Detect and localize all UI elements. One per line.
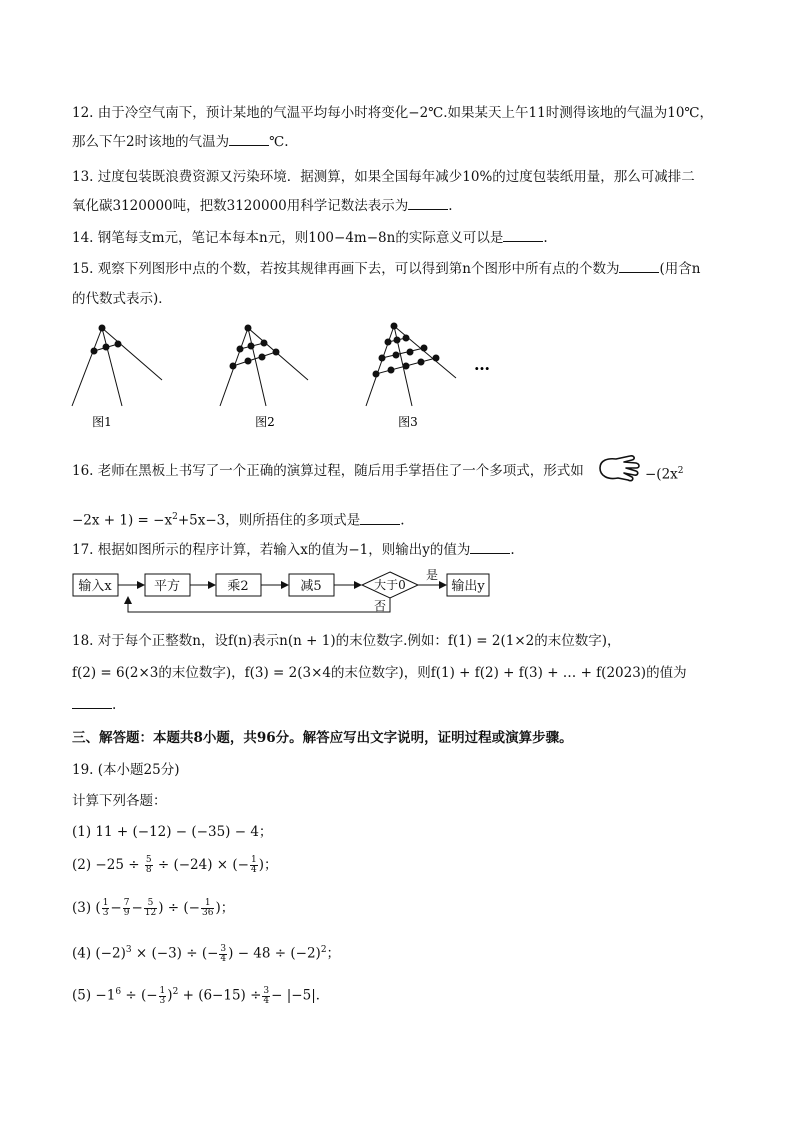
p4-text: ) − 48 ÷ (−2): [228, 945, 321, 962]
denominator: 12: [144, 908, 157, 918]
p5-text: + (6−15) ÷: [178, 987, 262, 1004]
q19-part5: [72, 983, 329, 1006]
p5-text: − |−5|．: [271, 987, 330, 1004]
answer-blank[interactable]: [408, 197, 448, 210]
fraction: [123, 899, 131, 918]
q16-exp: 2: [677, 466, 684, 476]
fraction: [250, 856, 258, 875]
p5-text: ÷ (−: [121, 987, 158, 1004]
q12-line1: 12. 由于冷空气南下，预计某地的气温平均每小时将变化−2℃.如果某天上午11时测得该地的气温为10℃，: [72, 105, 714, 121]
flow-no-label: 否: [373, 599, 387, 613]
flow-mult-label: 乘2: [227, 579, 249, 594]
flow-output-label: 输出y: [451, 579, 485, 594]
numerator: 3: [220, 943, 227, 954]
q19-part1: (1) 11 + (−12) − (−35) − 4；: [72, 824, 273, 840]
q14-end: .: [543, 230, 548, 246]
section-heading: 三、解答题：本题共8小题，共96分。解答应写出文字说明，证明过程或演算步骤。: [72, 730, 573, 746]
q13-end: .: [448, 198, 453, 214]
q12-unit: ℃.: [269, 134, 289, 150]
q15-hint: (用含n: [659, 261, 701, 277]
figure-1-label: 图1: [92, 415, 112, 429]
flow-input-label: 输入x: [78, 579, 112, 594]
q12-text: 那么下午2时该地的气温为: [72, 134, 230, 150]
q18-line1: 18. 对于每个正整数n，设f(n)表示n(n + 1)的末位数字.例如：f(1) = 2(1×2的末位数字)，: [72, 633, 621, 649]
p5-text: ): [167, 987, 173, 1004]
figure-2-label: 图2: [255, 415, 275, 429]
denominator: 36: [201, 908, 214, 918]
q15-figures: [60, 318, 520, 438]
figure-3: [366, 323, 456, 406]
numerator: 1: [250, 855, 257, 865]
p5-text: (5) −1: [72, 987, 116, 1004]
p3-text: −: [131, 900, 143, 916]
q16-line2: [72, 508, 405, 530]
q16-expr: −(2x: [645, 466, 678, 483]
flow-yes-label: 是: [425, 568, 439, 582]
fraction: [159, 987, 167, 1006]
fraction: [102, 899, 110, 918]
answer-blank[interactable]: [619, 260, 659, 273]
q17-text: 17. 根据如图所示的程序计算，若输入x的值为−1，则输出y的值为: [72, 542, 471, 558]
q18-line3: [72, 696, 116, 714]
q13-line2: [72, 197, 453, 215]
p4-text: ；: [326, 945, 341, 962]
denominator: 8: [145, 865, 152, 875]
q16-expr2: −2x + 1) = −x: [72, 512, 173, 529]
answer-blank[interactable]: [470, 541, 510, 554]
denominator: 4: [250, 865, 257, 875]
q19-part4: [72, 941, 340, 964]
q14-line: [72, 229, 548, 247]
figure-1: [72, 325, 162, 406]
p3-text: −: [110, 900, 122, 916]
ellipsis: …: [474, 355, 490, 374]
fraction: [201, 899, 214, 918]
flow-square-label: 平方: [153, 579, 181, 594]
fraction: [144, 899, 157, 918]
p3-text: ) ÷ (−: [158, 900, 200, 916]
p2-text: (2) −25 ÷: [72, 857, 140, 873]
numerator: 1: [102, 898, 109, 908]
q15-line1: [72, 260, 700, 278]
q19-part2: [72, 856, 277, 875]
answer-blank[interactable]: [229, 133, 269, 146]
hand-icon: [596, 450, 642, 486]
exponent: 2: [172, 987, 179, 997]
answer-blank[interactable]: [503, 229, 543, 242]
fraction: [262, 987, 270, 1006]
denominator: 4: [220, 953, 227, 964]
q19-title: 19. (本小题25分): [72, 762, 180, 778]
p2-text: ÷ (−24) × (−: [157, 857, 249, 873]
numerator: 1: [159, 985, 166, 996]
q18-end: .: [112, 697, 117, 713]
q18-line2: f(2) = 6(2×3的末位数字)，f(3) = 2(3×4的末位数字)，则f(1) + f(2) + f(3) + … + f(2023)的值为: [72, 665, 687, 681]
numerator: 7: [123, 898, 130, 908]
q19-intro: 计算下列各题：: [72, 793, 167, 809]
denominator: 9: [123, 908, 130, 918]
answer-blank[interactable]: [72, 696, 112, 709]
fraction: [145, 856, 153, 875]
p3-text: (3) (: [72, 900, 101, 916]
fraction: [219, 945, 227, 964]
q15-text: 15. 观察下列图形中点的个数，若按其规律再画下去，可以得到第n个图形中所有点的个数为: [72, 261, 620, 277]
p3-text: )；: [215, 900, 235, 916]
exponent: 2: [320, 945, 327, 955]
q17-end: .: [510, 542, 515, 558]
flow-minus-label: 减5: [300, 579, 322, 594]
denominator: 3: [102, 908, 109, 918]
q16-line1: [72, 462, 584, 480]
exponent: 6: [115, 987, 122, 997]
numerator: 5: [145, 855, 152, 865]
exponent: 3: [125, 945, 132, 955]
q12-line2: [72, 133, 289, 151]
numerator: 5: [144, 899, 157, 909]
q14-text: 14. 钢笔每支m元，笔记本每本n元，则100−4m−8n的实际意义可以是: [72, 230, 504, 246]
q19-part3: [72, 899, 234, 918]
answer-blank[interactable]: [360, 512, 400, 525]
flow-condition-label: 大于0: [374, 578, 406, 592]
p4-text: × (−3) ÷ (−: [131, 945, 219, 962]
q15-line2: 的代数式表示)．: [72, 291, 172, 307]
numerator: 1: [201, 899, 214, 909]
q17-line: [72, 541, 515, 559]
q16-text2: +5x−3，则所捂住的多项式是: [177, 512, 361, 529]
q13-line1: 13. 过度包装既浪费资源又污染环境．据测算，如果全国每年减少10%的过度包装纸用量，那么可减排二: [72, 169, 695, 185]
denominator: 3: [159, 995, 166, 1006]
figure-2: [220, 325, 308, 406]
p4-text: (4) (−2): [72, 945, 126, 962]
q17-flowchart: [60, 566, 500, 618]
denominator: 4: [263, 995, 270, 1006]
q16-exp2: 2: [172, 512, 178, 522]
q13-text: 氧化碳3120000吨，把数3120000用科学记数法表示为: [72, 198, 409, 214]
p2-text: )；: [258, 857, 278, 873]
figure-3-label: 图3: [398, 415, 418, 429]
q16-line1-tail: [645, 462, 684, 484]
numerator: 3: [263, 985, 270, 996]
q16-end: .: [400, 512, 405, 529]
q16-text: 16. 老师在黑板上书写了一个正确的演算过程，随后用手掌捂住了一个多项式，形式如: [72, 463, 584, 479]
